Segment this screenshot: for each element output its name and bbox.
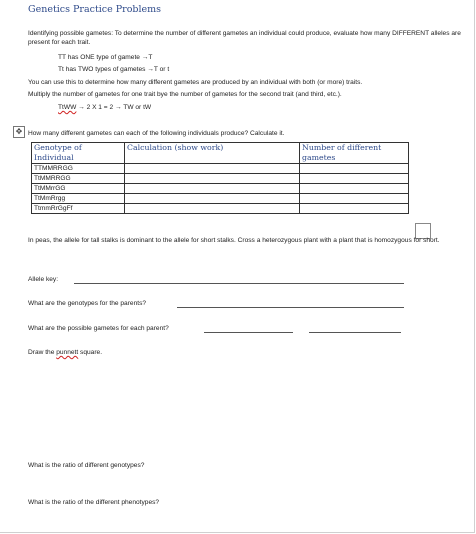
allele-key-label: Allele key: [28,276,59,283]
header-number: Number of different gametes [300,143,409,164]
example-result: → 2 X 1 = 2 → TW or tW [76,104,152,111]
punnett-word: punnett [56,349,79,356]
parents-blank[interactable] [177,307,404,308]
header-genotype: Genotype of Individual [32,143,125,164]
punnett-pre: Draw the [28,349,57,356]
number-cell[interactable] [300,194,409,204]
example-two-gametes: Tt has TWO types of gametes →T or t [58,66,170,73]
number-cell[interactable] [300,164,409,174]
gametes-table [31,142,409,214]
table-header-row [32,143,409,164]
table-question: How many different gametes can each of the following individuals produce? Calculate it. [28,130,285,137]
calculation-cell[interactable] [125,184,300,194]
allele-key-blank[interactable] [74,283,404,284]
gametes-blank-1[interactable] [204,332,293,333]
punnett-post: square. [78,349,103,356]
table-row [32,204,409,214]
calculation-cell[interactable] [125,174,300,184]
parents-question: What are the genotypes for the parents? [28,300,147,307]
number-cell[interactable] [300,204,409,214]
intro-paragraph: Identifying possible gametes: To determine the number of different gametes an individual could produce, evaluate how many DIFFERENT alleles are present for each trait. [28,30,461,46]
genotype-ratio-question: What is the ratio of different genotypes? [28,462,145,469]
table-row [32,184,409,194]
genotype-cell: TTMMRRGG [32,164,125,174]
header-calculation: Calculation (show work) [125,143,300,164]
phenotype-ratio-question: What is the ratio of the different phenotypes? [28,499,160,506]
calculation-cell[interactable] [125,194,300,204]
number-cell[interactable] [300,184,409,194]
number-cell[interactable] [300,174,409,184]
genotype-cell: TtmmRrGgFf [32,204,125,214]
table-row [32,174,409,184]
instruction-line-1: You can use this to determine how many different gametes are produced by an individual with both (or more) traits. [28,79,363,86]
example-calculation [58,103,151,112]
instruction-line-2: Multiply the number of gametes for one trait bye the number of gametes for the second trait (and third, etc.). [28,91,342,98]
example-genotype: TtWW [58,104,77,111]
genotype-cell: TtMMrrGG [32,184,125,194]
table-row [32,164,409,174]
gametes-question: What are the possible gametes for each parent? [28,325,169,332]
calculation-cell[interactable] [125,164,300,174]
pea-problem: In peas, the allele for tall stalks is dominant to the allele for short stalks. Cross a heterozygous plant with a plant that is homozygous for short. [28,237,440,244]
genotype-cell: TtMMRRGG [32,174,125,184]
table-row [32,194,409,204]
calculation-cell[interactable] [125,204,300,214]
gametes-blank-2[interactable] [309,332,401,333]
example-one-gamete: TT has ONE type of gamete →T [58,54,153,61]
genotype-cell: TtMmRrgg [32,194,125,204]
punnett-instruction [28,348,102,357]
page-title: Genetics Practice Problems [28,4,162,15]
table-move-handle-icon[interactable]: ✥ [13,126,25,138]
